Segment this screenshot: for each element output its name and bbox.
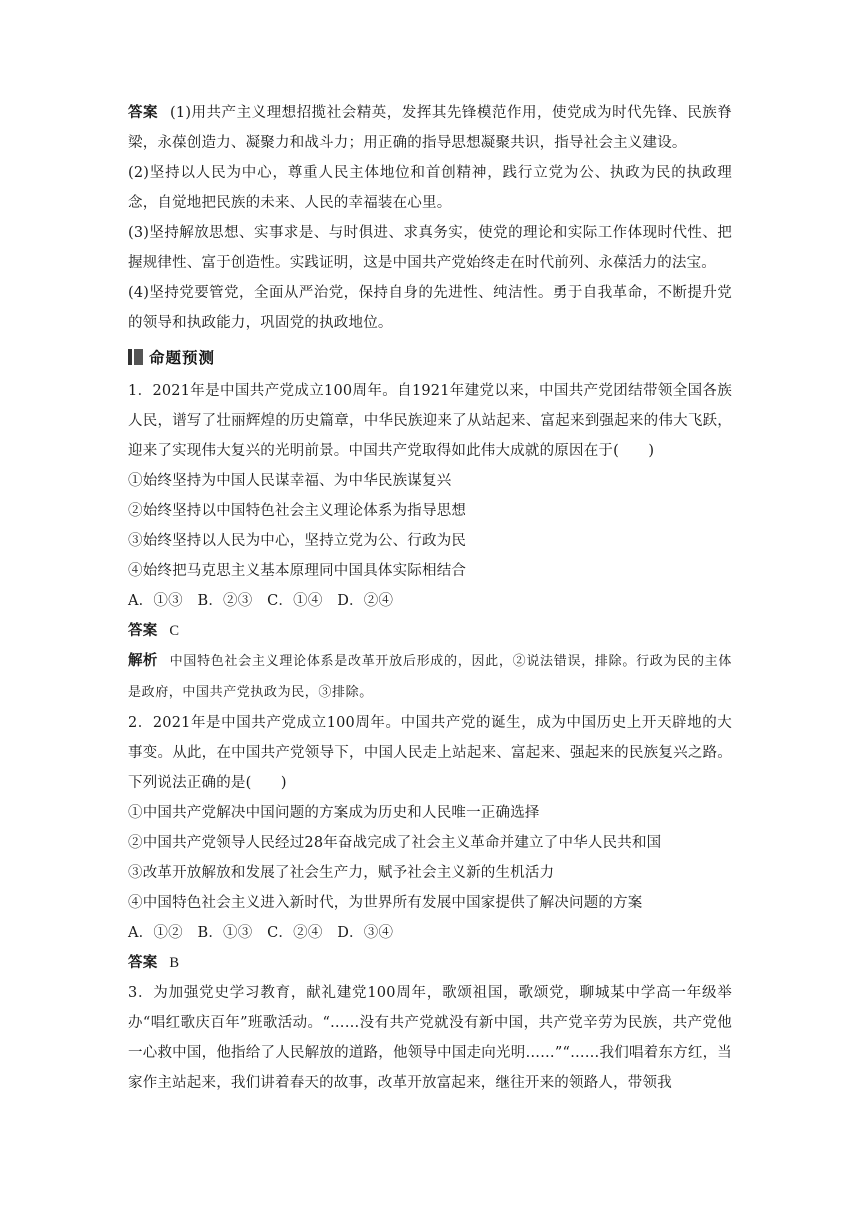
question-1-answer: 答案 C [128, 622, 180, 639]
answer-paragraph-2: (2)坚持以人民为中心，尊重人民主体地位和首创精神，践行立党为公、执政为民的执政理念，自觉地把民族的未来、人民的幸福装在心里。 [128, 165, 732, 211]
answer-label: 答案 [128, 622, 158, 639]
section-title: 命题预测 [149, 349, 216, 367]
question-1-option-1: ①始终坚持为中国人民谋幸福、为中华民族谋复兴 [128, 473, 452, 489]
explanation-label: 解析 [128, 652, 158, 669]
question-2-choices: A．①② B．①③ C．②④ D．③④ [128, 925, 394, 941]
answer-paragraph-3: (3)坚持解放思想、实事求是、与时俱进、求真务实，使党的理论和实际工作体现时代性、把握规律性、富于创造性。实践证明，这是中国共产党始终走在时代前列、永葆活力的法宝。 [128, 225, 732, 271]
page-content [128, 98, 732, 1098]
question-1-explanation: 解析 中国特色社会主义理论体系是改革开放后形成的，因此，②说法错误，排除。行政为民的主体是政府，中国共产党执政为民，③排除。 [128, 652, 732, 700]
question-1-choices: A．①③ B．②③ C．①④ D．②④ [128, 593, 394, 609]
question-1-option-2: ②始终坚持以中国特色社会主义理论体系为指导思想 [128, 503, 467, 519]
answer-label: 答案 [128, 104, 159, 121]
section-marker-icon [128, 349, 143, 365]
question-2-option-2: ②中国共产党领导人民经过28年奋战完成了社会主义革命并建立了中华人民共和国 [128, 835, 662, 851]
question-2-answer: 答案 B [128, 954, 180, 971]
answer-paragraph-4: (4)坚持党要管党，全面从严治党，保持自身的先进性、纯洁性。勇于自我革命，不断提升党的领导和执政能力，巩固党的执政地位。 [128, 285, 732, 331]
question-2-stem: 2．2021年是中国共产党成立100周年。中国共产党的诞生，成为中国历史上开天辟地的大事变。从此，在中国共产党领导下，中国人民走上站起来、富起来、强起来的民族复兴之路。下列说法正确的是( ) [128, 715, 732, 791]
question-2-option-3: ③改革开放解放和发展了社会生产力，赋予社会主义新的生机活力 [128, 865, 555, 881]
question-3-stem: 3．为加强党史学习教育，献礼建党100周年，歌颂祖国，歌颂党，聊城某中学高一年级举办“唱红歌庆百年”班歌活动。“……没有共产党就没有新中国，共产党辛劳为民族，共产党他一心救中国，他指给了人民解放的道路，他领导中国走向光明……”“……我们唱着东方红，当家作主站起来，我们讲着春天的故事，改革开放富起来，继往开来的领路人，带领我 [128, 985, 732, 1091]
question-2-option-4: ④中国特色社会主义进入新时代，为世界所有发展中国家提供了解决问题的方案 [128, 895, 643, 911]
question-2-option-1: ①中国共产党解决中国问题的方案成为历史和人民唯一正确选择 [128, 805, 540, 821]
section-heading [128, 340, 732, 374]
question-1-option-3: ③始终坚持以人民为中心，坚持立党为公、行政为民 [128, 533, 467, 549]
question-1-option-4: ④始终把马克思主义基本原理同中国具体实际相结合 [128, 563, 467, 579]
answer-label: 答案 [128, 954, 158, 971]
answer-paragraph-1: 答案 (1)用共产主义理想招揽社会精英，发挥其先锋模范作用，使党成为时代先锋、民族脊梁，永葆创造力、凝聚力和战斗力；用正确的指导思想凝聚共识，指导社会主义建设。 [128, 104, 732, 151]
question-1-stem: 1．2021年是中国共产党成立100周年。自1921年建党以来，中国共产党团结带领全国各族人民，谱写了壮丽辉煌的历史篇章，中华民族迎来了从站起来、富起来到强起来的伟大飞跃，迎来了实现伟大复兴的光明前景。中国共产党取得如此伟大成就的原因在于( ) [128, 383, 732, 459]
